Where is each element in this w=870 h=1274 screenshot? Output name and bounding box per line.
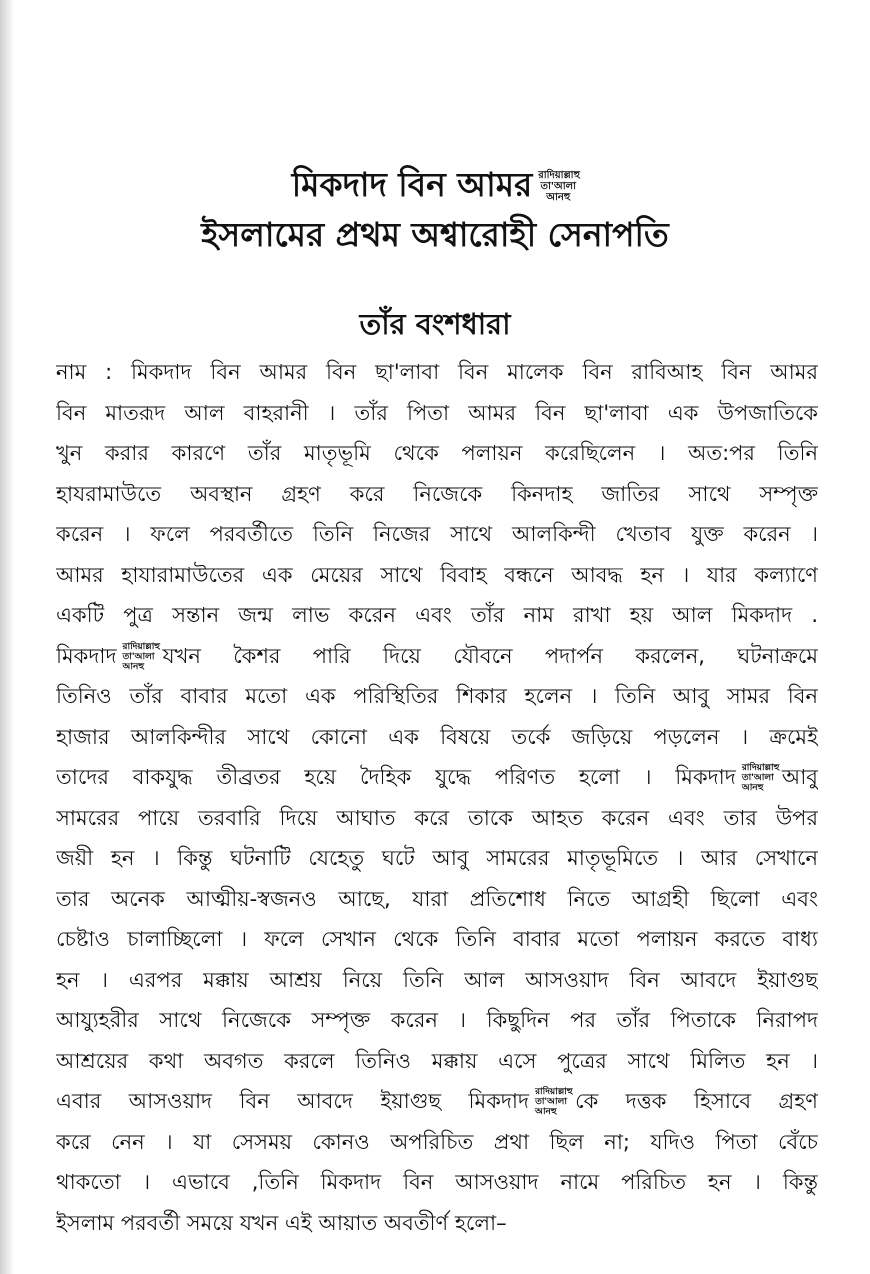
- body-line: [56, 555, 818, 596]
- honorific-line: তা'আলা: [122, 651, 155, 662]
- honorific-calligraphy-icon: [538, 170, 578, 203]
- body-line: [56, 352, 818, 393]
- body-line-text: হাজার আলকিন্দীর সাথে কোনো এক বিষয়ে তর্কে জড়িয়ে পড়লেন । ক্রমেই: [56, 724, 818, 749]
- body-line: [56, 676, 818, 717]
- honorific-calligraphy-icon: [122, 641, 161, 672]
- honorific-calligraphy-icon: [741, 763, 780, 793]
- body-line-text: হন । এরপর মক্কায় আশ্রয় নিয়ে তিনি আল আসওয়াদ বিন আবদে ইয়াগুছ: [56, 967, 818, 992]
- honorific-line: রাদিয়াল্লাহু: [538, 170, 580, 181]
- honorific-line: রাদিয়াল্লাহু: [741, 763, 780, 773]
- body-line-text: কে দত্তক হিসাবে গ্রহণ: [575, 1089, 818, 1113]
- honorific-line: রাদিয়াল্লাহু: [535, 1087, 573, 1097]
- honorific-line: তা'আলা: [535, 1097, 567, 1107]
- body-line: [56, 838, 818, 879]
- body-line: [56, 757, 818, 798]
- body-line-text: একটি পুত্র সন্তান জন্ম লাভ করেন এবং তাঁর নাম রাখা হয় আল মিকদাদ .: [56, 603, 818, 627]
- body-line: [56, 1081, 818, 1122]
- section-heading: তাঁর বংশধারা: [359, 307, 511, 341]
- body-line-text: তার অনেক আত্মীয়-স্বজনও আছে, যারা প্রতিশোধ নিতে আগ্রহী ছিলো এবং: [56, 886, 818, 911]
- body-line-text: সামরের পায়ে তরবারি দিয়ে আঘাত করে তাকে আহত করেন এবং তার উপর: [56, 805, 818, 830]
- body-line-text: চেষ্টাও চালাচ্ছিলো । ফলে সেখান থেকে তিনি বাবার মতো পলায়ন করতে বাধ্য: [56, 927, 818, 951]
- body-line: [56, 919, 818, 960]
- body-line-text: বিন মাতরূদ আল বাহরানী । তাঁর পিতা আমর বিন ছা'লাবা এক উপজাতিকে: [56, 400, 818, 425]
- title-block: [0, 160, 870, 260]
- body-line: [56, 393, 818, 434]
- body-line: [56, 1162, 818, 1203]
- body-line-text: যখন কৈশর পারি দিয়ে যৌবনে পদার্পন করলেন, ঘটনাক্রমে: [162, 643, 818, 668]
- body-line-text: তিনিও তাঁর বাবার মতো এক পরিস্থিতির শিকার হলেন । তিনি আবু সামর বিন: [56, 684, 818, 708]
- body-line: [56, 717, 818, 758]
- body-line-text: ইসলাম পরবর্তী সময়ে যখন এই আয়াত অবতীর্ণ হলো–: [56, 1210, 507, 1235]
- body-line-text: তাদের বাকযুদ্ধ তীব্রতর হয়ে দৈহিক যুদ্ধে পরিণত হলো । মিকদাদ: [56, 765, 736, 789]
- body-line-text: আমর হাযারামাউতের এক মেয়ের সাথে বিবাহ বন্ধনে আবদ্ধ হন । যার কল্যাণে: [56, 562, 818, 587]
- body-line-text: করেন । ফলে পরবর্তীতে তিনি নিজের সাথে আলকিন্দী খেতাব যুক্ত করেন ।: [56, 522, 818, 546]
- body-line-text: হাযরামাউতে অবস্থান গ্রহণ করে নিজেকে কিনদাহ জাতির সাথে সম্পৃক্ত: [56, 481, 818, 506]
- body-line-text: মিকদাদ: [56, 643, 117, 668]
- body-line: [56, 1000, 818, 1041]
- chapter-subtitle: ইসলামের প্রথম অশ্বারোহী সেনাপতি: [201, 215, 669, 254]
- body-line: [56, 1041, 818, 1082]
- body-line: [56, 1122, 818, 1163]
- honorific-line: তা'আলা: [540, 181, 576, 192]
- honorific-line: আনহু: [535, 1107, 557, 1117]
- body-line: [56, 1203, 818, 1244]
- body-line-text: আয্যুহরীর সাথে নিজেকে সম্পৃক্ত করেন । কিছুদিন পর তাঁর পিতাকে নিরাপদ: [56, 1008, 818, 1032]
- body-line-text: থাকতো । এভাবে ,তিনি মিকদাদ বিন আসওয়াদ নামে পরিচিত হন । কিন্তু: [56, 1170, 818, 1194]
- body-line-text: খুন করার কারণে তাঁর মাতৃভূমি থেকে পলায়ন করেছিলেন । অত:পর তিনি: [56, 441, 818, 465]
- body-line: [56, 514, 818, 555]
- chapter-title: [0, 160, 870, 210]
- honorific-line: আনহু: [741, 783, 764, 793]
- body-line-text: জয়ী হন । কিন্তু ঘটনাটি যেহেতু ঘটে আবু সামরের মাতৃভূমিতে । আর সেখানে: [56, 846, 818, 870]
- body-line: [56, 879, 818, 920]
- honorific-line: আনহু: [546, 192, 571, 203]
- body-line: [56, 960, 818, 1001]
- body-line: [56, 433, 818, 474]
- honorific-line: আনহু: [122, 661, 145, 672]
- body-line-text: করে নেন । যা সেসময় কোনও অপরিচিত প্রথা ছিল না; যদিও পিতা বেঁচে: [56, 1129, 818, 1154]
- body-line-text: আশ্রয়ের কথা অবগত করলে তিনিও মক্কায় এসে পুত্রের সাথে মিলিত হন ।: [56, 1048, 818, 1073]
- honorific-calligraphy-icon: [535, 1087, 573, 1117]
- body-line: [56, 636, 818, 677]
- body-line: [56, 474, 818, 515]
- honorific-line: তা'আলা: [741, 773, 774, 783]
- body-line-text: নাম : মিকদাদ বিন আমর বিন ছা'লাবা বিন মালেক বিন রাবিআহ বিন আমর: [56, 360, 818, 384]
- body-line-text: আবু: [781, 765, 818, 789]
- chapter-title-text: মিকদাদ বিন আমর: [291, 165, 533, 204]
- body-line: [56, 595, 818, 636]
- body-line: [56, 798, 818, 839]
- body-line-text: এবার আসওয়াদ বিন আবদে ইয়াগুছ মিকদাদ: [56, 1089, 530, 1113]
- honorific-line: রাদিয়াল্লাহু: [122, 641, 161, 652]
- body-paragraph: [56, 352, 818, 1243]
